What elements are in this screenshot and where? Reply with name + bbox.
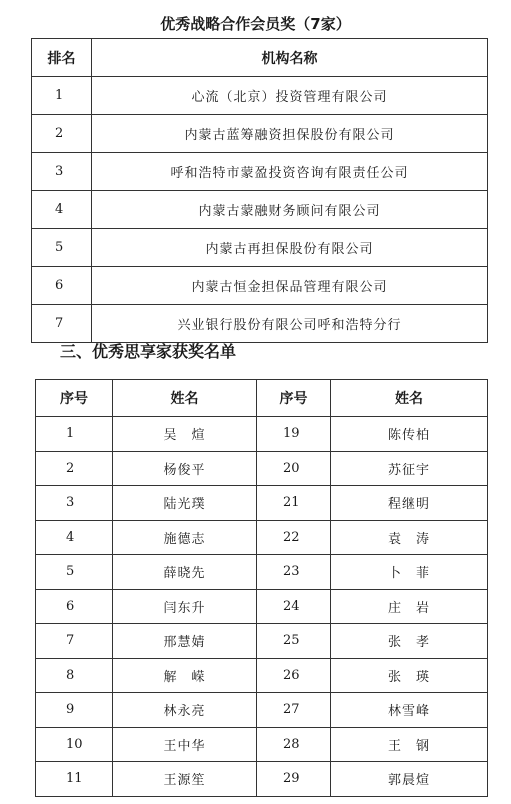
name-cell: 张 瑛 [331,658,488,693]
header-org-name: 机构名称 [92,39,488,77]
table-row [32,267,488,305]
table-row [36,762,488,797]
table-header-row [32,39,488,77]
table-row [36,417,488,452]
table-row [36,589,488,624]
table-row [32,77,488,115]
serial-cell: 19 [257,417,331,452]
rank-cell: 3 [32,153,92,191]
header-serial-left: 序号 [36,380,113,417]
serial-cell: 11 [36,762,113,797]
name-cell: 林永亮 [113,693,257,728]
section-heading: 三、优秀思享家获奖名单 [60,342,237,361]
serial-cell: 26 [257,658,331,693]
name-cell: 薛晓先 [113,555,257,590]
name-cell: 袁 涛 [331,520,488,555]
serial-cell: 9 [36,693,113,728]
serial-cell: 7 [36,624,113,659]
serial-cell: 4 [36,520,113,555]
header-rank: 排名 [32,39,92,77]
serial-cell: 3 [36,486,113,521]
table-row [32,191,488,229]
org-name-cell: 心流（北京）投资管理有限公司 [92,77,488,115]
table-row [32,153,488,191]
table-row [32,305,488,343]
name-cell: 程继明 [331,486,488,521]
name-cell: 郭晨煊 [331,762,488,797]
org-name-cell: 内蒙古蒙融财务顾问有限公司 [92,191,488,229]
name-cell: 林雪峰 [331,693,488,728]
name-cell: 闫东升 [113,589,257,624]
serial-cell: 29 [257,762,331,797]
name-cell: 陈传柏 [331,417,488,452]
name-cell: 杨俊平 [113,451,257,486]
name-cell: 王中华 [113,727,257,762]
header-name-left: 姓名 [113,380,257,417]
table-row [32,115,488,153]
name-cell: 施德志 [113,520,257,555]
name-cell: 张 孝 [331,624,488,659]
serial-cell: 10 [36,727,113,762]
table-header-row [36,380,488,417]
name-cell: 吴 煊 [113,417,257,452]
name-cell: 王源笙 [113,762,257,797]
serial-cell: 1 [36,417,113,452]
table-row [32,229,488,267]
rank-cell: 7 [32,305,92,343]
serial-cell: 2 [36,451,113,486]
serial-cell: 21 [257,486,331,521]
org-name-cell: 内蒙古蓝筹融资担保股份有限公司 [92,115,488,153]
table-row [36,624,488,659]
rank-cell: 5 [32,229,92,267]
org-name-cell: 呼和浩特市蒙盈投资咨询有限责任公司 [92,153,488,191]
serial-cell: 28 [257,727,331,762]
rank-cell: 2 [32,115,92,153]
table-row [36,658,488,693]
header-name-right: 姓名 [331,380,488,417]
table-row [36,693,488,728]
partner-award-table [31,38,488,343]
serial-cell: 20 [257,451,331,486]
name-cell: 解 嵘 [113,658,257,693]
serial-cell: 23 [257,555,331,590]
name-cell: 庄 岩 [331,589,488,624]
serial-cell: 22 [257,520,331,555]
table-row [36,486,488,521]
name-cell: 苏征宇 [331,451,488,486]
rank-cell: 4 [32,191,92,229]
serial-cell: 27 [257,693,331,728]
serial-cell: 24 [257,589,331,624]
document-title: 优秀战略合作会员奖（7家） [160,15,351,33]
name-cell: 王 钢 [331,727,488,762]
thinker-award-table [35,379,488,797]
serial-cell: 6 [36,589,113,624]
serial-cell: 8 [36,658,113,693]
org-name-cell: 兴业银行股份有限公司呼和浩特分行 [92,305,488,343]
serial-cell: 25 [257,624,331,659]
serial-cell: 5 [36,555,113,590]
name-cell: 陆光璞 [113,486,257,521]
org-name-cell: 内蒙古再担保股份有限公司 [92,229,488,267]
table-row [36,727,488,762]
name-cell: 邢慧婧 [113,624,257,659]
table-row [36,520,488,555]
rank-cell: 6 [32,267,92,305]
name-cell: 卜 菲 [331,555,488,590]
table-row [36,555,488,590]
table-row [36,451,488,486]
org-name-cell: 内蒙古恒金担保品管理有限公司 [92,267,488,305]
header-serial-right: 序号 [257,380,331,417]
rank-cell: 1 [32,77,92,115]
